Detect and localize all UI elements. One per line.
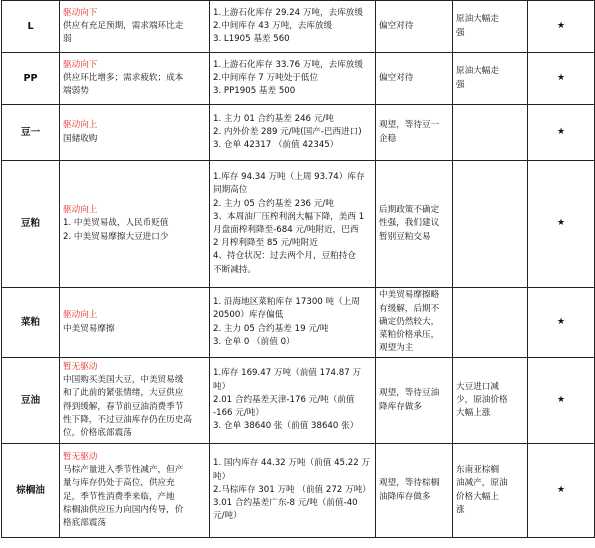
data-line: 20500）库存偏低 <box>213 310 284 321</box>
commodity-name: 棕榈油 <box>2 444 60 538</box>
data-line: 同期高位 <box>213 185 248 196</box>
data-line: 2.马棕库存 301 万吨 （前值 272 万吨） <box>213 484 371 495</box>
driver-label: 暂无驱动 <box>63 451 98 462</box>
rating-star: ★ <box>528 288 595 358</box>
reason-line: 东南亚棕榈 <box>456 465 499 476</box>
view-line: 企稳 <box>379 133 397 144</box>
table-row <box>2 358 595 444</box>
reason-cell <box>453 358 528 444</box>
driver-text-line: 端弱势 <box>63 86 89 97</box>
data-cell <box>210 444 376 538</box>
driver-label: 驱动向下 <box>63 7 98 18</box>
data-line: 2.中间库存 43 万吨，去库放缓 <box>213 20 333 31</box>
driver-cell <box>60 1 210 53</box>
driver-text-line: 供应有充足预期，需求端环比走 <box>63 20 184 31</box>
commodity-name: 菜粕 <box>2 288 60 358</box>
data-cell <box>210 358 376 444</box>
driver-label: 驱动向上 <box>63 120 98 131</box>
reason-line: 价格大幅上 <box>456 491 499 502</box>
driver-text-line: 国储收购 <box>63 133 98 144</box>
driver-text-line: 和了此前的紧张情绪，大豆供应 <box>63 388 184 399</box>
data-cell <box>210 105 376 161</box>
table-row <box>2 288 595 358</box>
driver-text-line: 位，价格底部震荡 <box>63 427 132 438</box>
view-line: 偏空对待 <box>379 20 414 31</box>
driver-cell <box>60 288 210 358</box>
data-line: 3. L1905 基差 560 <box>213 34 290 45</box>
commodity-name: 豆一 <box>2 105 60 161</box>
data-line: 2. 主力 05 合约基差 19 元/吨 <box>213 323 329 334</box>
view-line: 偏空对待 <box>379 72 414 83</box>
view-line: 观望，等待豆油 <box>379 388 440 399</box>
driver-text-line: 棕榈油供应压力向国内传导，价 <box>63 504 184 515</box>
commodity-name: L <box>2 1 60 53</box>
reason-cell <box>453 53 528 105</box>
driver-label: 驱动向上 <box>63 205 98 216</box>
data-line: 3. PP1905 基差 500 <box>213 86 296 97</box>
data-line: 1. 主力 01 合约基差 246 元/吨 <box>213 113 334 124</box>
data-line: 2.01 合约基差天津-176 元/吨（前值 <box>213 394 355 405</box>
rating-star: ★ <box>528 161 595 288</box>
reason-cell <box>453 444 528 538</box>
driver-text-line: 足，季节性消费季来临，产地 <box>63 491 175 502</box>
reason-cell <box>453 1 528 53</box>
data-line: 3. 仓单 38640 张（前值 38640 张） <box>213 421 359 432</box>
data-cell <box>210 288 376 358</box>
driver-label: 暂无驱动 <box>63 361 98 372</box>
table-row <box>2 105 595 161</box>
data-line: 4、持仓状况：过去两个月，豆粕持仓 <box>213 251 356 262</box>
data-line: 吨） <box>213 471 231 482</box>
driver-label: 驱动向上 <box>63 310 98 321</box>
driver-text-line: 中美贸易摩擦 <box>63 323 115 334</box>
view-cell <box>376 288 453 358</box>
driver-text-line: 供应环比增多；需求疲软；成本 <box>63 72 184 83</box>
data-line: 不断减持。 <box>213 264 256 275</box>
data-line: 1.库存 169.47 万吨（前值 174.87 万吨） <box>213 368 362 392</box>
reason-cell <box>453 161 528 288</box>
view-line: 中美贸易摩擦略 <box>379 290 440 301</box>
view-line: 观望为主 <box>379 343 414 354</box>
commodity-name: PP <box>2 53 60 105</box>
driver-text-line: 1. 中美贸易战，人民币贬值 <box>63 218 169 229</box>
reason-cell <box>453 288 528 358</box>
data-line: 3、本周油厂压榨利润大幅下降，美西 1 <box>213 211 365 222</box>
data-line: 元/吨） <box>213 511 242 522</box>
driver-label: 驱动向下 <box>63 59 98 70</box>
view-cell <box>376 358 453 444</box>
reason-line: 大豆进口减 <box>456 381 499 392</box>
rating-star: ★ <box>528 1 595 53</box>
driver-cell <box>60 161 210 288</box>
driver-text-line: 马棕产量进入季节性减产，但产 <box>63 465 184 476</box>
driver-text-line: 性下降，不过豆油库存仍在历史高 <box>63 414 192 425</box>
table-row <box>2 53 595 105</box>
data-line: 2. 主力 05 合约基差 236 元/吨 <box>213 198 334 209</box>
view-cell <box>376 105 453 161</box>
reason-line: 涨 <box>456 504 465 515</box>
driver-text-line: 量与库存仍处于高位，供应充 <box>63 478 175 489</box>
reason-line: 油减产，原油 <box>456 478 508 489</box>
table-row <box>2 1 595 53</box>
reason-line: 原油大幅走 <box>456 14 499 25</box>
view-line: 菜粕价格承压， <box>379 330 440 341</box>
driver-cell <box>60 358 210 444</box>
commodity-name: 豆粕 <box>2 161 60 288</box>
driver-cell <box>60 444 210 538</box>
data-line: -166 元/吨） <box>213 408 264 419</box>
driver-text-line: 格底部震荡 <box>63 517 106 528</box>
data-line: 3. 仓单 0 （前值 0） <box>213 336 295 347</box>
driver-text-line: 弱 <box>63 34 72 45</box>
driver-cell <box>60 53 210 105</box>
view-line: 后期政策不确定 <box>379 205 440 216</box>
view-line: 暂别豆粕交易 <box>379 231 431 242</box>
reason-line: 原油大幅走 <box>456 66 499 77</box>
driver-text-line: 中国购买美国大豆，中美贸易缓 <box>63 375 184 386</box>
view-line: 降库存做多 <box>379 401 422 412</box>
reason-line: 少，原油价格 <box>456 394 508 405</box>
data-cell <box>210 161 376 288</box>
reason-line: 强 <box>456 27 465 38</box>
view-line: 油降库存做多 <box>379 491 431 502</box>
driver-cell <box>60 105 210 161</box>
data-cell <box>210 53 376 105</box>
view-cell <box>376 1 453 53</box>
data-line: 3.01 合约基差广东-8 元/吨（前值-40 <box>213 498 358 509</box>
table-row <box>2 161 595 288</box>
rating-star: ★ <box>528 358 595 444</box>
rating-star: ★ <box>528 105 595 161</box>
driver-text-line: 得到缓解，春节前豆油消费季节 <box>63 401 184 412</box>
commodity-name: 豆油 <box>2 358 60 444</box>
data-line: 1.库存 94.34 万吨（上周 93.74）库存 <box>213 172 365 183</box>
driver-text-line: 2. 中美贸易摩擦大豆进口少 <box>63 231 169 242</box>
view-line: 性强，我们建议 <box>379 218 440 229</box>
view-cell <box>376 53 453 105</box>
view-line: 有缓解，后期不 <box>379 303 440 314</box>
data-line: 1.上游石化库存 33.76 万吨，去库放缓 <box>213 59 363 70</box>
view-cell <box>376 161 453 288</box>
commodity-table <box>1 0 595 538</box>
data-line: 月盘面榨利降至-684 元/吨附近，巴西 <box>213 225 359 235</box>
data-line: 1. 国内库存 44.32 万吨（前值 45.22 万 <box>213 458 371 469</box>
reason-line: 大幅上涨 <box>456 408 491 419</box>
view-line: 观望，等待豆一 <box>379 120 440 131</box>
reason-line: 强 <box>456 79 465 90</box>
data-line: 2.中间库存 7 万吨处于低位 <box>213 72 319 83</box>
rating-star: ★ <box>528 53 595 105</box>
data-line: 2 月榨利降至 85 元/吨附近 <box>213 238 318 249</box>
table-row <box>2 444 595 538</box>
data-cell <box>210 1 376 53</box>
reason-cell <box>453 105 528 161</box>
view-line: 确定仍然较大， <box>379 316 440 327</box>
view-cell <box>376 444 453 538</box>
data-line: 1. 沿海地区菜粕库存 17300 吨（上周 <box>213 297 360 308</box>
data-line: 3. 仓单 42317 （前值 42345） <box>213 140 339 151</box>
rating-star: ★ <box>528 444 595 538</box>
data-line: 2. 内外价差 289 元/吨(国产-巴西进口) <box>213 126 362 137</box>
data-line: 1.上游石化库存 29.24 万吨，去库放缓 <box>213 7 363 18</box>
view-line: 观望，等待棕榈 <box>379 478 440 489</box>
